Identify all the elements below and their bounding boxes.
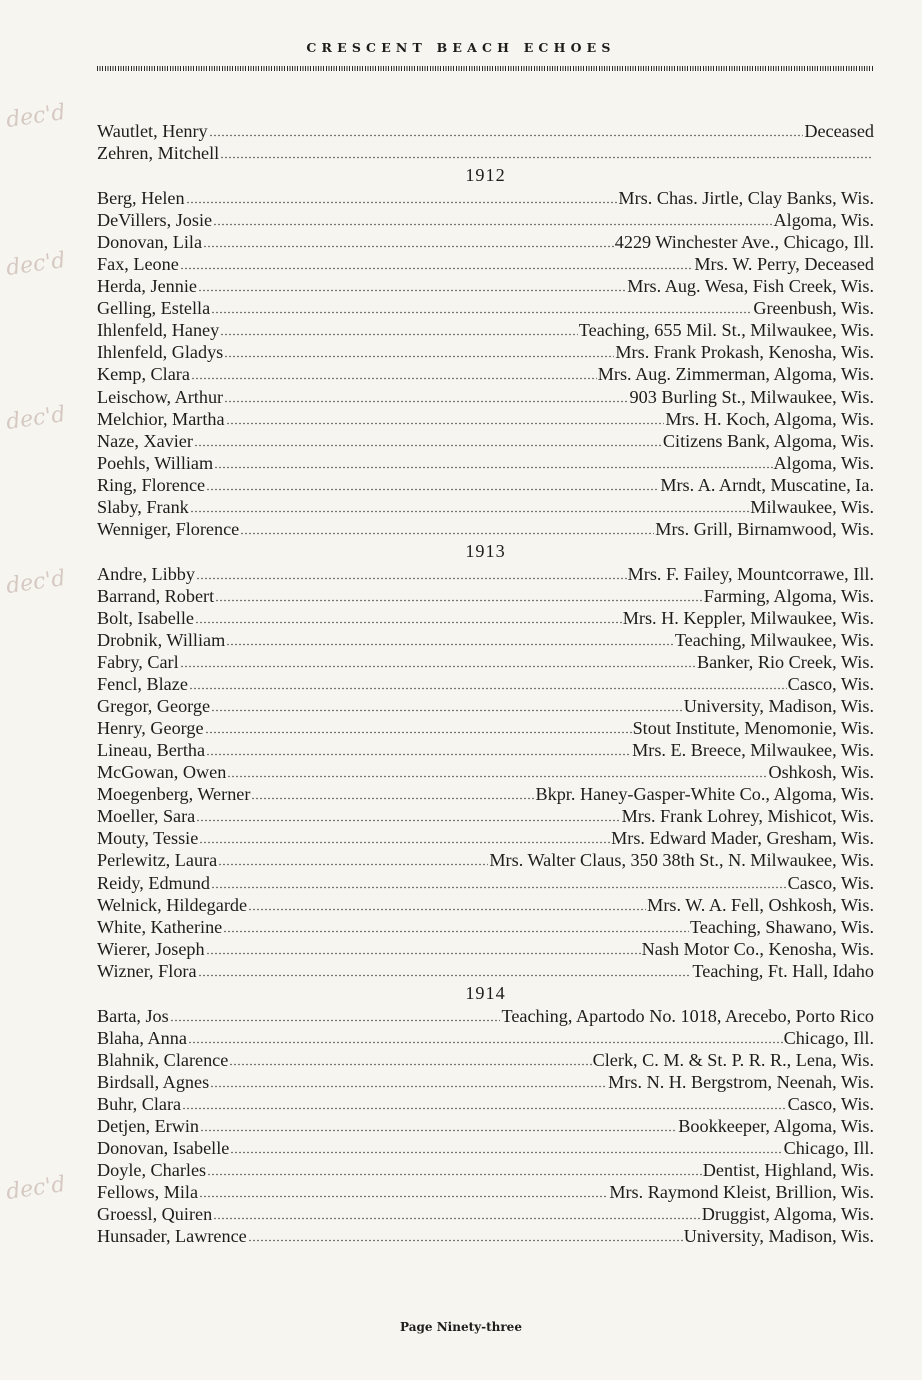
dot-leader xyxy=(205,731,632,734)
dot-leader xyxy=(223,930,689,933)
alumni-detail: Druggist, Algoma, Wis. xyxy=(701,1204,874,1225)
alumni-detail: Mrs. N. H. Bergstrom, Neenah, Wis. xyxy=(608,1071,874,1092)
dot-leader xyxy=(200,1129,677,1132)
alumni-entry xyxy=(97,651,874,673)
alumni-name: Blaha, Anna xyxy=(97,1027,187,1048)
alumni-name: Doyle, Charles xyxy=(97,1160,207,1181)
alumni-entry xyxy=(97,408,874,430)
alumni-name: Ihlenfeld, Haney xyxy=(97,320,220,341)
alumni-detail: Citizens Bank, Algoma, Wis. xyxy=(662,430,874,451)
alumni-entry xyxy=(97,1049,874,1071)
alumni-name: White, Katherine xyxy=(97,916,223,937)
dot-leader xyxy=(220,333,578,336)
alumni-detail: Dentist, Highland, Wis. xyxy=(702,1160,874,1181)
dot-leader xyxy=(198,289,626,292)
alumni-name: Perlewitz, Laura xyxy=(97,850,218,871)
page-number: Page Ninety-three xyxy=(400,1320,522,1334)
alumni-detail: Mrs. Edward Mader, Gresham, Wis. xyxy=(611,828,874,849)
alumni-entry xyxy=(97,805,874,827)
alumni-entry xyxy=(97,496,874,518)
alumni-entry xyxy=(97,563,874,585)
alumni-name: Herda, Jennie xyxy=(97,276,197,297)
alumni-detail: Casco, Wis. xyxy=(787,674,874,695)
alumni-listing xyxy=(97,120,874,1247)
alumni-detail: Mrs. E. Breece, Milwaukee, Wis. xyxy=(632,740,874,761)
alumni-detail: Algoma, Wis. xyxy=(773,210,874,231)
alumni-name: Ring, Florence xyxy=(97,474,206,495)
alumni-entry xyxy=(97,1027,874,1049)
alumni-entry xyxy=(97,474,874,496)
alumni-detail: Milwaukee, Wis. xyxy=(750,496,874,517)
alumni-entry xyxy=(97,275,874,297)
alumni-entry xyxy=(97,607,874,629)
alumni-detail: Casco, Wis. xyxy=(787,1093,874,1114)
dot-leader xyxy=(213,223,772,226)
alumni-entry xyxy=(97,960,874,982)
dot-leader xyxy=(207,1173,702,1176)
alumni-entry xyxy=(97,1159,874,1181)
alumni-entry xyxy=(97,518,874,540)
alumni-detail: Algoma, Wis. xyxy=(773,452,874,473)
alumni-detail: Mrs. Frank Prokash, Kenosha, Wis. xyxy=(615,342,874,363)
alumni-name: Gregor, George xyxy=(97,696,211,717)
alumni-entry xyxy=(97,386,874,408)
dot-leader xyxy=(224,355,614,358)
alumni-name: Drobnik, William xyxy=(97,629,226,650)
dot-leader xyxy=(215,599,703,602)
alumni-name: Wierer, Joseph xyxy=(97,938,205,959)
alumni-detail: Mrs. A. Arndt, Muscatine, Ia. xyxy=(660,474,874,495)
alumni-entry xyxy=(97,1115,874,1137)
alumni-entry xyxy=(97,1225,874,1247)
alumni-entry xyxy=(97,120,874,142)
alumni-detail: Deceased xyxy=(804,121,874,141)
alumni-name: Kemp, Clara xyxy=(97,364,190,385)
dot-leader xyxy=(199,1195,608,1198)
alumni-name: Moeller, Sara xyxy=(97,806,196,827)
alumni-name: Berg, Helen xyxy=(97,188,185,209)
alumni-entry xyxy=(97,827,874,849)
margin-note: dec'd xyxy=(4,401,68,436)
dot-leader xyxy=(211,709,683,712)
alumni-name: Gelling, Estella xyxy=(97,298,211,319)
dot-leader xyxy=(213,1217,701,1220)
alumni-entry xyxy=(97,894,874,916)
alumni-detail: Mrs. Walter Claus, 350 38th St., N. Milwaukee, Wis. xyxy=(489,850,874,871)
alumni-name: Welnick, Hildegarde xyxy=(97,894,248,915)
alumni-name: Poehls, William xyxy=(97,452,214,473)
alumni-detail: Mrs. Chas. Jirtle, Clay Banks, Wis. xyxy=(618,188,874,209)
alumni-detail: Teaching, Ft. Hall, Idaho xyxy=(692,960,874,981)
alumni-name: Melchior, Martha xyxy=(97,408,225,429)
alumni-name: Buhr, Clara xyxy=(97,1093,182,1114)
alumni-name: Fax, Leone xyxy=(97,254,179,275)
dot-leader xyxy=(227,775,767,778)
alumni-entry xyxy=(97,849,874,871)
alumni-entry xyxy=(97,739,874,761)
dot-leader xyxy=(203,245,614,248)
alumni-detail: Mrs. Aug. Zimmerman, Algoma, Wis. xyxy=(597,364,874,385)
dot-leader xyxy=(180,267,694,270)
alumni-detail: Bookkeeper, Algoma, Wis. xyxy=(678,1115,874,1136)
alumni-name: Wautlet, Henry xyxy=(97,121,208,141)
alumni-name: Lineau, Bertha xyxy=(97,740,206,761)
alumni-detail: 903 Burling St., Milwaukee, Wis. xyxy=(629,386,874,407)
dot-leader xyxy=(190,510,750,513)
dot-leader xyxy=(180,665,696,668)
alumni-detail: Mrs. W. A. Fell, Oshkosh, Wis. xyxy=(647,894,874,915)
alumni-name: Naze, Xavier xyxy=(97,430,193,451)
alumni-detail: University, Madison, Wis. xyxy=(683,696,874,717)
alumni-entry xyxy=(97,695,874,717)
dot-leader xyxy=(229,1063,591,1066)
alumni-detail: Mrs. Grill, Birnamwood, Wis. xyxy=(655,518,874,539)
dot-leader xyxy=(196,819,620,822)
alumni-name: McGowan, Owen xyxy=(97,762,227,783)
dot-leader xyxy=(199,841,610,844)
alumni-name: DeVillers, Josie xyxy=(97,210,213,231)
dot-leader xyxy=(189,687,787,690)
dot-leader xyxy=(188,1041,783,1044)
alumni-detail: Mrs. Frank Lohrey, Mishicot, Wis. xyxy=(621,806,874,827)
alumni-name: Wenniger, Florence xyxy=(97,518,240,539)
alumni-entry xyxy=(97,585,874,607)
margin-note: dec'd xyxy=(4,99,68,134)
dot-leader xyxy=(209,134,804,137)
alumni-detail: Teaching, Apartodo No. 1018, Arecebo, Porto Rico xyxy=(501,1005,874,1026)
dot-leader xyxy=(211,886,787,889)
alumni-entry xyxy=(97,209,874,231)
header-rule xyxy=(97,66,874,71)
alumni-entry xyxy=(97,253,874,275)
dot-leader xyxy=(210,1085,607,1088)
dot-leader xyxy=(182,1107,787,1110)
margin-note: dec'd xyxy=(4,565,68,600)
dot-leader xyxy=(196,577,627,580)
alumni-detail: University, Madison, Wis. xyxy=(683,1226,874,1247)
alumni-detail: Farming, Algoma, Wis. xyxy=(703,585,874,606)
alumni-detail: Mrs. Aug. Wesa, Fish Creek, Wis. xyxy=(627,276,874,297)
alumni-detail: Bkpr. Haney-Gasper-White Co., Algoma, Wis. xyxy=(535,784,874,805)
alumni-name: Moegenberg, Werner xyxy=(97,784,251,805)
dot-leader xyxy=(170,1019,501,1022)
alumni-entry xyxy=(97,1093,874,1115)
alumni-detail: Banker, Rio Creek, Wis. xyxy=(696,652,874,673)
alumni-entry xyxy=(97,297,874,319)
dot-leader xyxy=(214,466,772,469)
dot-leader xyxy=(206,753,631,756)
alumni-entry xyxy=(97,142,874,164)
alumni-entry xyxy=(97,938,874,960)
alumni-detail: Teaching, Milwaukee, Wis. xyxy=(674,629,874,650)
alumni-name: Fabry, Carl xyxy=(97,652,179,673)
dot-leader xyxy=(186,201,618,204)
dot-leader xyxy=(211,311,752,314)
alumni-entry xyxy=(97,1071,874,1093)
alumni-detail: 4229 Winchester Ave., Chicago, Ill. xyxy=(614,232,874,253)
alumni-name: Fellows, Mila xyxy=(97,1182,199,1203)
alumni-detail: Teaching, 655 Mil. St., Milwaukee, Wis. xyxy=(578,320,874,341)
alumni-name: Detjen, Erwin xyxy=(97,1115,200,1136)
alumni-detail: Mrs. F. Failey, Mountcorrawe, Ill. xyxy=(627,563,874,584)
dot-leader xyxy=(218,863,488,866)
dot-leader xyxy=(251,797,534,800)
alumni-name: Mouty, Tessie xyxy=(97,828,199,849)
alumni-entry xyxy=(97,761,874,783)
margin-note: dec'd xyxy=(4,247,68,282)
dot-leader xyxy=(226,422,665,425)
alumni-detail: Mrs. H. Keppler, Milwaukee, Wis. xyxy=(622,607,874,628)
alumni-entry xyxy=(97,1005,874,1027)
dot-leader xyxy=(230,1151,782,1154)
dot-leader xyxy=(206,952,641,955)
alumni-detail: Nash Motor Co., Kenosha, Wis. xyxy=(641,938,874,959)
dot-leader xyxy=(248,908,646,911)
alumni-entry xyxy=(97,452,874,474)
alumni-detail: Casco, Wis. xyxy=(787,872,874,893)
alumni-name: Fencl, Blaze xyxy=(97,674,188,695)
alumni-detail: Stout Institute, Menomonie, Wis. xyxy=(632,718,874,739)
alumni-name: Wizner, Flora xyxy=(97,960,197,981)
alumni-name: Donovan, Lila xyxy=(97,232,203,253)
alumni-name: Barta, Jos xyxy=(97,1005,169,1026)
alumni-name: Andre, Libby xyxy=(97,563,195,584)
class-year-heading: 1914 xyxy=(465,982,506,1003)
alumni-entry xyxy=(97,872,874,894)
class-year-heading: 1912 xyxy=(465,165,506,186)
alumni-name: Zehren, Mitchell xyxy=(97,143,220,164)
alumni-name: Henry, George xyxy=(97,718,204,739)
margin-note: dec'd xyxy=(4,1171,68,1206)
alumni-entry xyxy=(97,717,874,739)
dot-leader xyxy=(248,1239,683,1242)
alumni-entry xyxy=(97,629,874,651)
alumni-detail: Mrs. H. Koch, Algoma, Wis. xyxy=(665,408,874,429)
alumni-entry xyxy=(97,319,874,341)
alumni-name: Hunsader, Lawrence xyxy=(97,1226,247,1247)
alumni-name: Leischow, Arthur xyxy=(97,386,224,407)
alumni-detail: Mrs. Raymond Kleist, Brillion, Wis. xyxy=(609,1182,874,1203)
alumni-name: Groessl, Quiren xyxy=(97,1204,213,1225)
alumni-entry xyxy=(97,341,874,363)
alumni-entry xyxy=(97,363,874,385)
dot-leader xyxy=(224,400,628,403)
dot-leader xyxy=(194,444,662,447)
alumni-entry xyxy=(97,1203,874,1225)
alumni-name: Barrand, Robert xyxy=(97,585,215,606)
alumni-entry xyxy=(97,1181,874,1203)
alumni-detail: Chicago, Ill. xyxy=(783,1138,874,1159)
alumni-name: Slaby, Frank xyxy=(97,496,189,517)
dot-leader xyxy=(195,621,622,624)
alumni-entry xyxy=(97,783,874,805)
alumni-entry xyxy=(97,673,874,695)
alumni-name: Bolt, Isabelle xyxy=(97,607,194,628)
alumni-detail: Chicago, Ill. xyxy=(783,1027,874,1048)
alumni-name: Donovan, Isabelle xyxy=(97,1138,230,1159)
page-header: CRESCENT BEACH ECHOES xyxy=(306,40,616,55)
alumni-entry xyxy=(97,430,874,452)
alumni-name: Ihlenfeld, Gladys xyxy=(97,342,224,363)
dot-leader xyxy=(240,532,654,535)
alumni-entry xyxy=(97,916,874,938)
dot-leader xyxy=(198,974,692,977)
alumni-detail: Greenbush, Wis. xyxy=(753,298,874,319)
dot-leader xyxy=(226,643,674,646)
alumni-entry xyxy=(97,231,874,253)
alumni-detail: Oshkosh, Wis. xyxy=(768,762,874,783)
alumni-detail: Mrs. W. Perry, Deceased xyxy=(694,254,874,275)
class-year-heading: 1913 xyxy=(465,540,506,561)
dot-leader xyxy=(206,488,659,491)
dot-leader xyxy=(191,377,597,380)
alumni-name: Blahnik, Clarence xyxy=(97,1049,229,1070)
dot-leader xyxy=(220,156,873,159)
alumni-detail: Clerk, C. M. & St. P. R. R., Lena, Wis. xyxy=(592,1049,874,1070)
alumni-entry xyxy=(97,1137,874,1159)
alumni-name: Birdsall, Agnes xyxy=(97,1071,210,1092)
alumni-detail: Teaching, Shawano, Wis. xyxy=(689,916,874,937)
alumni-entry xyxy=(97,187,874,209)
alumni-name: Reidy, Edmund xyxy=(97,872,210,893)
